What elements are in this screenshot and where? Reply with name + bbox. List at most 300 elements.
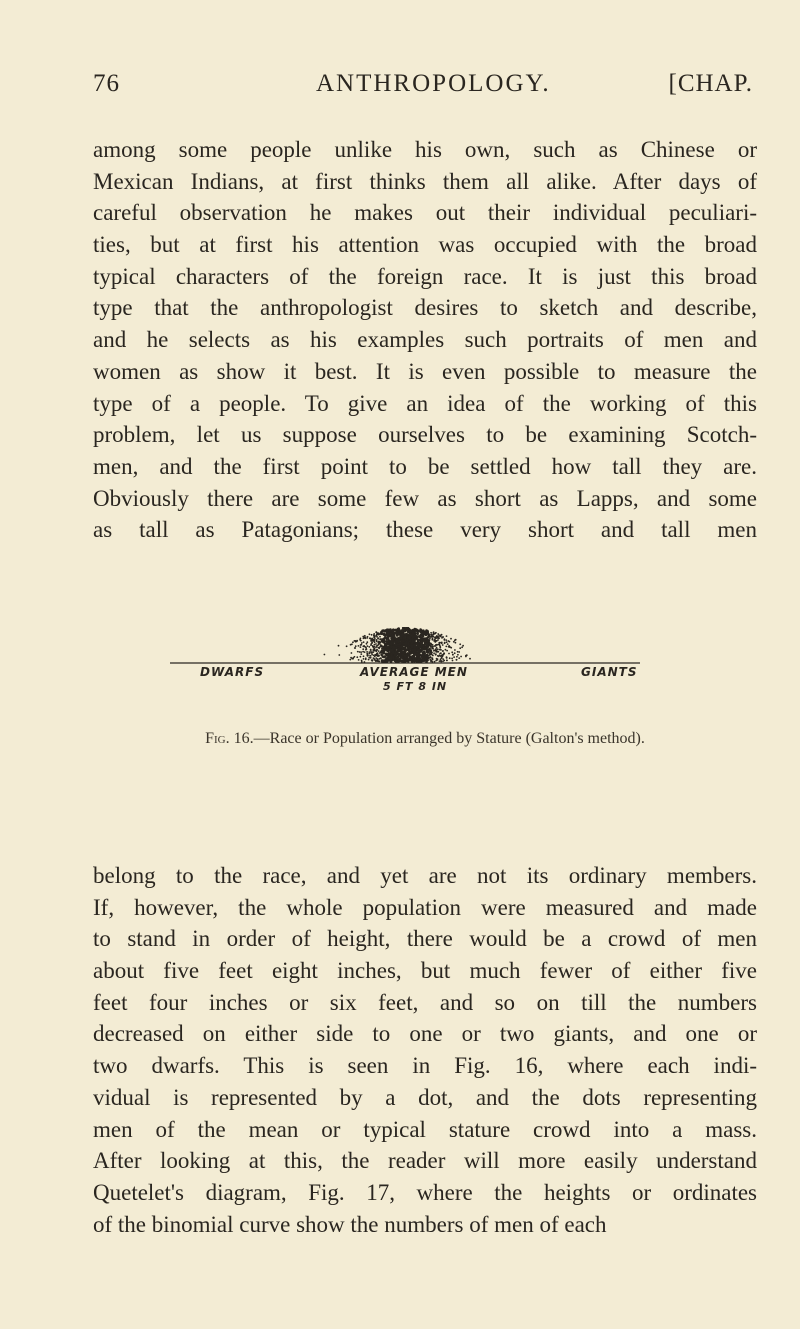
person-dot bbox=[411, 635, 414, 638]
person-dot bbox=[412, 639, 415, 642]
person-dot bbox=[397, 627, 400, 630]
label-giants: GIANTS bbox=[581, 665, 638, 679]
person-dot bbox=[443, 654, 445, 656]
person-dot bbox=[413, 654, 416, 657]
person-dot bbox=[377, 658, 379, 660]
figure-caption bbox=[93, 730, 757, 748]
person-dot bbox=[362, 648, 364, 650]
person-dot bbox=[409, 638, 412, 641]
person-dot bbox=[451, 658, 453, 660]
person-dot bbox=[437, 637, 439, 639]
person-dot bbox=[389, 658, 392, 661]
person-dot bbox=[373, 633, 375, 635]
person-dot bbox=[432, 638, 434, 640]
person-dot bbox=[444, 639, 446, 641]
person-dot bbox=[358, 645, 360, 647]
person-dot bbox=[373, 639, 375, 641]
person-dot bbox=[424, 640, 427, 643]
person-dot bbox=[435, 632, 437, 634]
page-number: 76 bbox=[93, 70, 120, 97]
person-dot bbox=[458, 657, 460, 659]
person-dot bbox=[375, 647, 377, 649]
person-dot bbox=[368, 659, 370, 661]
person-dot bbox=[371, 638, 373, 640]
person-dot bbox=[413, 630, 416, 633]
person-dot bbox=[446, 657, 448, 659]
person-dot bbox=[414, 657, 417, 660]
person-dot bbox=[437, 648, 439, 650]
person-dot bbox=[376, 633, 378, 635]
person-dot bbox=[418, 650, 421, 653]
person-dot bbox=[377, 652, 379, 654]
person-dot bbox=[385, 653, 388, 656]
person-dot bbox=[363, 641, 365, 643]
person-dot bbox=[324, 654, 326, 656]
person-dot bbox=[432, 634, 434, 636]
person-dot bbox=[424, 654, 427, 657]
text-line: Obviously there are some few as short as Lapps, and some bbox=[93, 485, 757, 511]
person-dot bbox=[421, 648, 424, 651]
person-dot bbox=[436, 658, 438, 660]
person-dot bbox=[454, 649, 456, 651]
person-dot bbox=[378, 655, 380, 657]
person-dot bbox=[394, 654, 397, 657]
person-dot bbox=[440, 652, 442, 654]
person-dot bbox=[398, 658, 401, 661]
person-dot bbox=[425, 634, 428, 637]
person-dot bbox=[446, 660, 448, 662]
person-dot bbox=[428, 649, 430, 651]
person-dot bbox=[372, 646, 374, 648]
person-dot bbox=[382, 660, 385, 663]
person-dot bbox=[435, 649, 437, 651]
text-line: two dwarfs. This is seen in Fig. 16, where each indi- bbox=[93, 1053, 757, 1079]
person-dot bbox=[425, 629, 428, 632]
person-dot bbox=[395, 638, 398, 641]
person-dot bbox=[384, 646, 387, 649]
person-dot bbox=[371, 651, 373, 653]
person-dot bbox=[376, 631, 378, 633]
person-dot bbox=[371, 634, 373, 636]
person-dot bbox=[439, 649, 441, 651]
person-dot bbox=[359, 639, 361, 641]
person-dot bbox=[432, 655, 434, 657]
person-dot bbox=[433, 652, 435, 654]
person-dot bbox=[360, 646, 362, 648]
person-dot bbox=[359, 651, 361, 653]
person-dot bbox=[430, 645, 432, 647]
person-dot bbox=[393, 635, 396, 638]
text-line: type of a people. To give an idea of the working of this bbox=[93, 390, 757, 416]
person-dot bbox=[401, 651, 404, 654]
person-dot bbox=[437, 651, 439, 653]
person-dot bbox=[380, 645, 383, 648]
person-dot bbox=[365, 659, 367, 661]
person-dot bbox=[387, 639, 390, 642]
person-dot bbox=[456, 656, 458, 658]
person-dot bbox=[457, 651, 459, 653]
text-line: women as show it best. It is even possible to measure the bbox=[93, 358, 757, 384]
person-dot bbox=[390, 653, 393, 656]
paragraph-2 bbox=[93, 860, 757, 1240]
person-dot bbox=[416, 642, 419, 645]
person-dot bbox=[409, 648, 412, 651]
person-dot bbox=[445, 646, 447, 648]
text-line: feet four inches or six feet, and so on till the numbers bbox=[93, 989, 757, 1015]
person-dot bbox=[420, 638, 423, 641]
person-dot bbox=[366, 648, 368, 650]
person-dot bbox=[454, 652, 456, 654]
person-dot bbox=[416, 654, 419, 657]
person-dot bbox=[448, 645, 450, 647]
person-dot bbox=[432, 648, 434, 650]
person-dot bbox=[447, 643, 449, 645]
person-dot bbox=[420, 631, 423, 634]
person-dot bbox=[379, 636, 381, 638]
text-line: men of the mean or typical stature crowd into a mass. bbox=[93, 1116, 757, 1142]
person-dot bbox=[429, 648, 431, 650]
text-line: decreased on either side to one or two giants, and one or bbox=[93, 1021, 757, 1047]
person-dot bbox=[364, 651, 366, 653]
person-dot bbox=[460, 656, 462, 658]
person-dot bbox=[426, 642, 429, 645]
person-dot bbox=[416, 635, 419, 638]
person-dot bbox=[424, 638, 427, 641]
person-dot bbox=[449, 657, 451, 659]
person-dot bbox=[425, 657, 428, 660]
person-dot bbox=[456, 659, 458, 661]
person-dot bbox=[400, 635, 403, 638]
person-dot bbox=[368, 651, 370, 653]
person-dot bbox=[428, 635, 430, 637]
person-dot bbox=[430, 632, 432, 634]
person-dot bbox=[417, 630, 420, 633]
person-dot bbox=[432, 657, 434, 659]
person-dot bbox=[364, 635, 366, 637]
person-dot bbox=[441, 642, 443, 644]
text-line: typical characters of the foreign race. It is just this broad bbox=[93, 263, 757, 289]
person-dot bbox=[404, 655, 407, 658]
text-line: belong to the race, and yet are not its ordinary members. bbox=[93, 863, 757, 888]
person-dot bbox=[376, 636, 378, 638]
person-dot bbox=[346, 645, 348, 647]
person-dot bbox=[354, 640, 356, 642]
person-dot bbox=[459, 647, 461, 649]
figure-caption-text: —Race or Population arranged by Stature (Galton's method). bbox=[253, 730, 645, 747]
person-dot bbox=[374, 648, 376, 650]
text-line: among some people unlike his own, such as Chinese or bbox=[93, 137, 757, 162]
person-dot bbox=[392, 638, 395, 641]
person-dot bbox=[371, 642, 373, 644]
person-dot bbox=[403, 659, 406, 662]
person-dot bbox=[381, 651, 384, 654]
person-dot bbox=[434, 661, 436, 663]
person-dot bbox=[377, 638, 379, 640]
person-dot bbox=[380, 654, 383, 657]
text-line: After looking at this, the reader will more easily understand bbox=[93, 1148, 757, 1174]
person-dot bbox=[374, 654, 376, 656]
person-dot bbox=[352, 658, 354, 660]
person-dot bbox=[369, 655, 371, 657]
person-dot bbox=[401, 630, 404, 633]
person-dot bbox=[453, 656, 455, 658]
person-dot bbox=[424, 647, 427, 650]
person-dot bbox=[370, 649, 372, 651]
paragraph-1 bbox=[93, 134, 757, 546]
text-line: Quetelet's diagram, Fig. 17, where the heights or ordinates bbox=[93, 1179, 757, 1205]
running-title: ANTHROPOLOGY. bbox=[316, 70, 551, 97]
person-dot bbox=[405, 659, 408, 662]
person-dot bbox=[386, 629, 389, 632]
person-dot bbox=[366, 637, 368, 639]
person-dot bbox=[363, 658, 365, 660]
person-dot bbox=[442, 636, 444, 638]
person-dot bbox=[420, 645, 423, 648]
person-dot bbox=[408, 628, 411, 631]
person-dot bbox=[390, 643, 393, 646]
person-dot bbox=[401, 645, 404, 648]
person-dot bbox=[366, 641, 368, 643]
person-dot bbox=[442, 660, 444, 662]
person-dot bbox=[371, 654, 373, 656]
person-dot bbox=[436, 636, 438, 638]
person-dot bbox=[410, 651, 413, 654]
person-dot bbox=[428, 640, 430, 642]
person-dot bbox=[454, 639, 456, 641]
chapter-marker: [CHAP. bbox=[668, 70, 753, 97]
person-dot bbox=[387, 635, 390, 638]
person-dot bbox=[405, 641, 408, 644]
person-dot bbox=[440, 634, 442, 636]
person-dot bbox=[422, 635, 425, 638]
person-dot bbox=[384, 655, 387, 658]
person-dot bbox=[429, 638, 431, 640]
text-line: type that the anthropologist desires to sketch and describe, bbox=[93, 295, 757, 321]
person-dot bbox=[449, 641, 451, 643]
person-dot bbox=[403, 629, 406, 632]
stature-dot-figure bbox=[170, 627, 640, 717]
person-dot bbox=[466, 654, 468, 656]
person-dot bbox=[360, 644, 362, 646]
person-dot bbox=[394, 629, 397, 632]
person-dot bbox=[431, 636, 433, 638]
person-dot bbox=[444, 642, 446, 644]
person-dot bbox=[411, 645, 414, 648]
person-dot bbox=[351, 652, 353, 654]
person-dot bbox=[374, 637, 376, 639]
person-dot bbox=[385, 649, 388, 652]
person-dot bbox=[432, 646, 434, 648]
person-dot bbox=[418, 658, 421, 661]
text-line: as tall as Patagonians; these very short and tall men bbox=[93, 517, 757, 543]
person-dot bbox=[414, 649, 417, 652]
person-dot bbox=[399, 643, 402, 646]
person-dot bbox=[360, 653, 362, 655]
text-line: of the binomial curve show the numbers of men of each bbox=[93, 1211, 607, 1237]
person-dot bbox=[354, 656, 356, 658]
person-dot bbox=[430, 643, 432, 645]
person-dot bbox=[457, 654, 459, 656]
person-dot bbox=[370, 657, 372, 659]
person-dot bbox=[448, 653, 450, 655]
person-dot bbox=[357, 651, 359, 653]
person-dot bbox=[419, 635, 422, 638]
person-dot bbox=[430, 660, 432, 662]
person-dot bbox=[423, 644, 426, 647]
text-line: ties, but at first his attention was occupied with the broad bbox=[93, 232, 757, 258]
person-dot bbox=[438, 643, 440, 645]
person-dot bbox=[469, 658, 471, 660]
person-dot bbox=[378, 647, 380, 649]
label-average-men: AVERAGE MEN bbox=[360, 665, 468, 679]
person-dot bbox=[435, 653, 437, 655]
person-dot bbox=[439, 660, 441, 662]
person-dot bbox=[407, 658, 410, 661]
text-line: If, however, the whole population were measured and made bbox=[93, 894, 757, 920]
person-dot bbox=[349, 659, 351, 661]
text-line: vidual is represented by a dot, and the dots representing bbox=[93, 1084, 757, 1110]
text-line: Mexican Indians, at first thinks them all alike. After days of bbox=[93, 168, 757, 194]
person-dot bbox=[380, 632, 382, 634]
person-dot bbox=[446, 635, 448, 637]
person-dot bbox=[397, 632, 400, 635]
person-dot bbox=[433, 632, 435, 634]
person-dot bbox=[378, 650, 380, 652]
person-dot bbox=[356, 656, 358, 658]
person-dot bbox=[366, 653, 368, 655]
person-dot bbox=[452, 654, 454, 656]
person-dot bbox=[376, 649, 378, 651]
person-dot bbox=[442, 658, 444, 660]
person-dot bbox=[405, 649, 408, 652]
person-dot bbox=[459, 643, 461, 645]
person-dot bbox=[338, 645, 340, 647]
person-dot bbox=[452, 660, 454, 662]
person-dot bbox=[393, 647, 396, 650]
person-dot bbox=[352, 641, 354, 643]
person-dot bbox=[455, 642, 457, 644]
person-dot bbox=[435, 651, 437, 653]
person-dot bbox=[420, 642, 423, 645]
person-dot bbox=[375, 660, 377, 662]
person-dot bbox=[370, 644, 372, 646]
person-dot bbox=[440, 655, 442, 657]
person-dot bbox=[416, 632, 419, 635]
person-dot bbox=[462, 645, 464, 647]
person-dot bbox=[355, 645, 357, 647]
person-dot bbox=[338, 654, 340, 656]
person-dot bbox=[394, 660, 397, 663]
person-dot bbox=[363, 645, 365, 647]
person-dot bbox=[441, 657, 443, 659]
person-dot bbox=[369, 633, 371, 635]
text-line: careful observation he makes out their individual peculiari- bbox=[93, 200, 757, 226]
person-dot bbox=[366, 651, 368, 653]
person-dot bbox=[360, 656, 362, 658]
person-dot bbox=[437, 633, 439, 635]
person-dot bbox=[409, 630, 412, 633]
person-dot bbox=[442, 650, 444, 652]
person-dot bbox=[376, 654, 378, 656]
text-line: problem, let us suppose ourselves to be examining Scotch- bbox=[93, 422, 757, 448]
person-dot bbox=[378, 633, 380, 635]
person-dot bbox=[394, 650, 397, 653]
person-dot bbox=[350, 644, 352, 646]
person-dot bbox=[361, 642, 363, 644]
person-dot bbox=[363, 655, 365, 657]
person-dot bbox=[386, 631, 389, 634]
label-dwarfs: DWARFS bbox=[200, 665, 265, 679]
person-dot bbox=[396, 656, 399, 659]
page-header bbox=[93, 70, 753, 110]
person-dot bbox=[358, 659, 360, 661]
person-dot bbox=[442, 644, 444, 646]
text-line: and he selects as his examples such portraits of men and bbox=[93, 327, 757, 353]
person-dot bbox=[429, 656, 431, 658]
person-dot bbox=[422, 632, 425, 635]
person-dot bbox=[446, 641, 448, 643]
figure-number: Fig. 16. bbox=[205, 730, 254, 747]
person-dot bbox=[402, 640, 405, 643]
person-dot bbox=[446, 650, 448, 652]
text-line: men, and the first point to be settled how tall they are. bbox=[93, 453, 757, 479]
text-line: to stand in order of height, there would be a crowd of men bbox=[93, 926, 757, 952]
person-dot bbox=[431, 652, 433, 654]
person-dot bbox=[451, 651, 453, 653]
label-average-stature: 5 FT 8 IN bbox=[383, 680, 448, 693]
person-dot bbox=[367, 645, 369, 647]
person-dot bbox=[373, 657, 375, 659]
person-dot bbox=[369, 637, 371, 639]
person-dot bbox=[379, 638, 381, 640]
person-dot bbox=[383, 638, 386, 641]
person-dot bbox=[433, 640, 435, 642]
person-dot bbox=[374, 644, 376, 646]
person-dot bbox=[378, 660, 380, 662]
person-dot bbox=[378, 641, 380, 643]
person-dot bbox=[438, 655, 440, 657]
person-dot bbox=[422, 657, 425, 660]
person-dot bbox=[363, 637, 365, 639]
text-line: about five feet eight inches, but much fewer of either five bbox=[93, 958, 757, 984]
person-dot bbox=[376, 640, 378, 642]
person-dot bbox=[445, 639, 447, 641]
person-dot bbox=[458, 651, 460, 653]
person-dot bbox=[435, 645, 437, 647]
person-dot bbox=[397, 641, 400, 644]
person-dot bbox=[434, 637, 436, 639]
person-dot bbox=[354, 647, 356, 649]
person-dot bbox=[372, 659, 374, 661]
person-dot bbox=[366, 643, 368, 645]
person-dot bbox=[350, 657, 352, 659]
person-dot bbox=[461, 646, 463, 648]
person-dot bbox=[368, 646, 370, 648]
person-dot bbox=[377, 644, 379, 646]
person-dot bbox=[445, 649, 447, 651]
person-dot bbox=[413, 660, 416, 663]
person-dot bbox=[450, 638, 452, 640]
person-dot bbox=[453, 641, 455, 643]
person-dot bbox=[379, 658, 381, 660]
person-dot bbox=[364, 636, 366, 638]
person-dot bbox=[389, 648, 392, 651]
person-dot bbox=[417, 639, 420, 642]
person-dot bbox=[374, 635, 376, 637]
person-dot bbox=[356, 641, 358, 643]
person-dot bbox=[375, 643, 377, 645]
person-dot bbox=[404, 633, 407, 636]
